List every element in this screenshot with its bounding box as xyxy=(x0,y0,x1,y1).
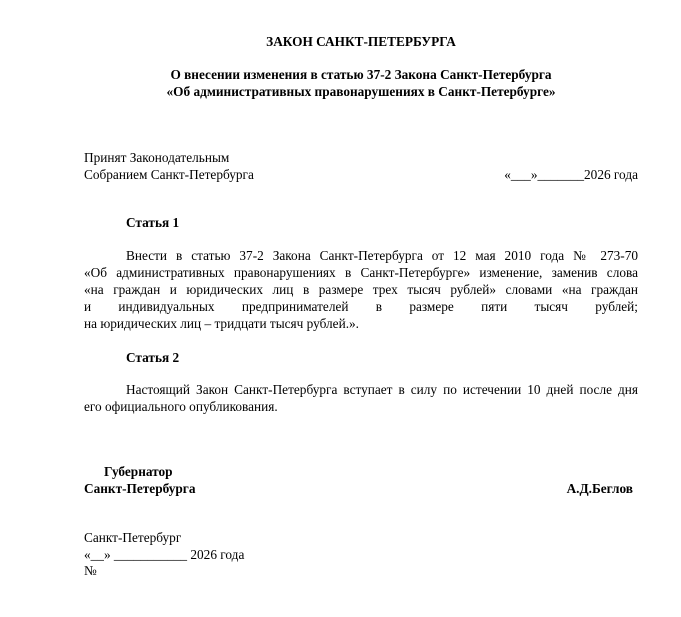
article-2-line: его официального опубликования. xyxy=(84,399,278,414)
signatory-name: А.Д.Беглов xyxy=(566,481,633,496)
adopted-by-line-1: Принят Законодательным xyxy=(84,150,230,165)
footer-city: Санкт-Петербург xyxy=(84,530,182,545)
article-1-line: «на граждан и юридических лиц в размере трех тысяч рублей» словами «на граждан xyxy=(84,282,638,297)
article-1-text xyxy=(84,247,638,332)
article-1-line: Внести в статью 37-2 Закона Санкт-Петербурга от 12 мая 2010 года № 273-70 xyxy=(126,248,638,263)
article-1-line: на юридических лиц – тридцати тысяч рублей.». xyxy=(84,316,359,331)
article-1-heading: Статья 1 xyxy=(126,215,180,230)
article-1-line: и индивидуальных предпринимателей в размере пяти тысяч рублей; xyxy=(84,299,638,314)
signatory-position-line-1: Губернатор xyxy=(104,464,173,479)
adopted-by-line-2: Собранием Санкт-Петербурга xyxy=(84,167,254,182)
signatory-position-line-2: Санкт-Петербурга xyxy=(84,481,196,496)
document-title: ЗАКОН САНКТ-ПЕТЕРБУРГА xyxy=(266,34,456,49)
adoption-date: «___»_______2026 года xyxy=(504,167,638,182)
article-2-heading: Статья 2 xyxy=(126,350,180,365)
footer-date: «__» ___________ 2026 года xyxy=(84,547,245,562)
article-2-line: Настоящий Закон Санкт-Петербурга вступает в силу по истечении 10 дней после дня xyxy=(126,382,638,397)
article-1-line: «Об административных правонарушениях в Санкт-Петербурге» изменение, заменив слова xyxy=(84,265,638,280)
article-2-text xyxy=(84,381,638,415)
document-subtitle-line-1: О внесении изменения в статью 37-2 Закона Санкт-Петербурга xyxy=(170,67,552,82)
document-subtitle-line-2: «Об административных правонарушениях в Санкт-Петербурге» xyxy=(166,84,556,99)
footer-number: № xyxy=(84,563,97,578)
